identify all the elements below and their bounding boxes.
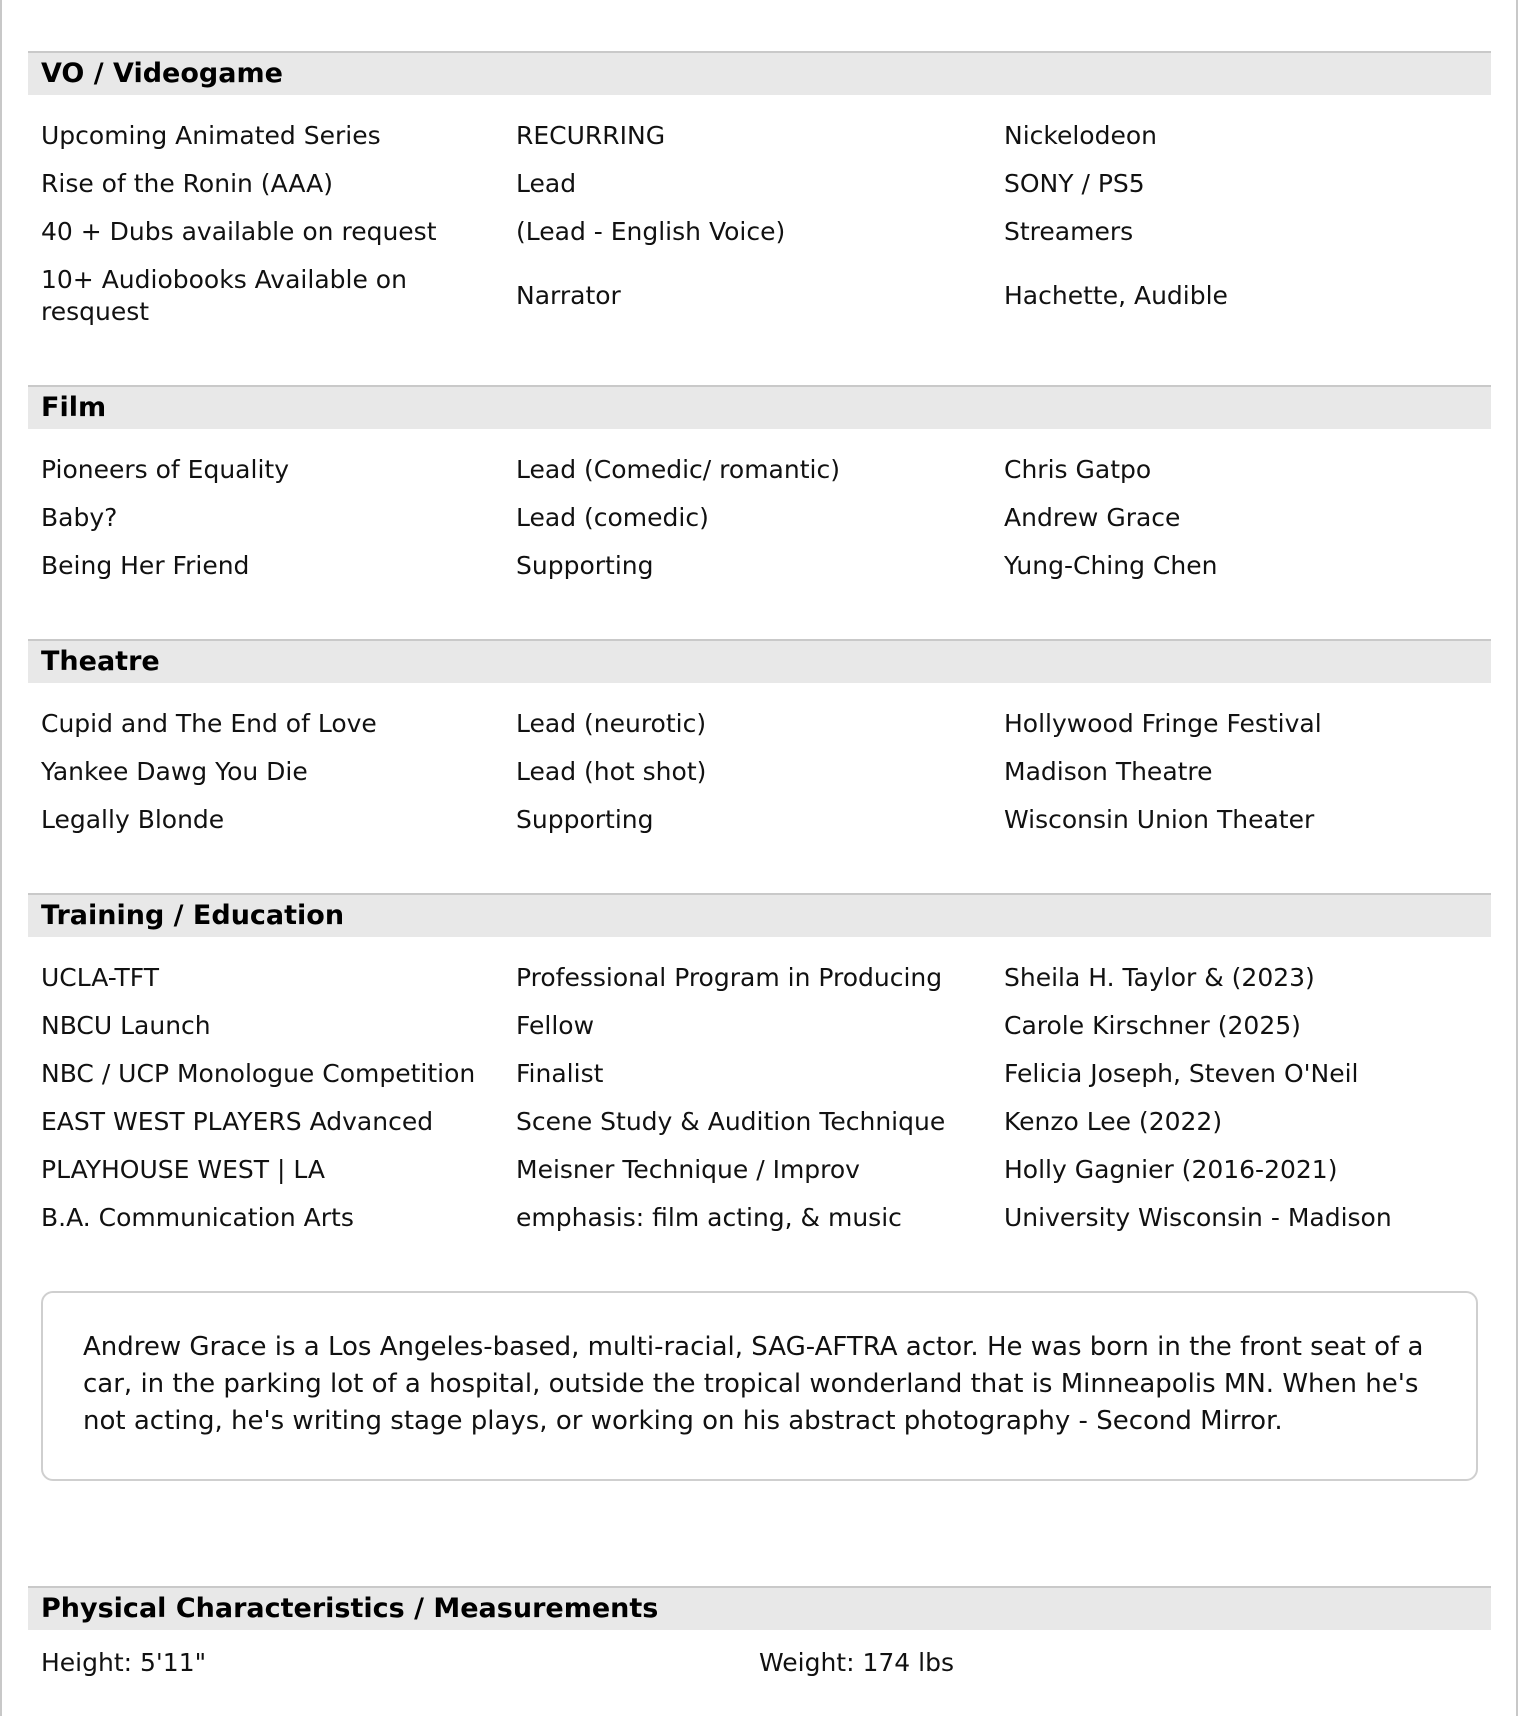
credit-role: RECURRING	[516, 121, 666, 150]
credit-company: Kenzo Lee (2022)	[1004, 1107, 1223, 1136]
credit-company: Andrew Grace	[1004, 503, 1181, 532]
credit-role: Supporting	[516, 805, 654, 834]
credit-project: Being Her Friend	[41, 551, 250, 580]
credit-role: Supporting	[516, 551, 654, 580]
credit-role: Fellow	[516, 1011, 595, 1040]
credit-project: 10+ Audiobooks Available on resquest	[41, 265, 407, 326]
credit-row	[28, 256, 1491, 336]
credit-row	[28, 1002, 1491, 1050]
credit-company: Madison Theatre	[1004, 757, 1213, 786]
credit-row	[28, 1194, 1491, 1242]
section-physical	[28, 1586, 1491, 1689]
credit-project: Cupid and The End of Love	[41, 709, 377, 738]
credit-role: Meisner Technique / Improv	[516, 1155, 860, 1184]
credit-row	[28, 1146, 1491, 1194]
physical-row	[28, 1637, 1491, 1689]
section-header: Film	[28, 385, 1491, 429]
credit-role: Narrator	[516, 281, 621, 310]
credit-row	[28, 208, 1491, 256]
credit-company: Sheila H. Taylor & (2023)	[1004, 963, 1315, 992]
credit-row	[28, 494, 1491, 542]
credit-project: Legally Blonde	[41, 805, 225, 834]
credit-role: Lead (Comedic/ romantic)	[516, 455, 840, 484]
credit-role: (Lead - English Voice)	[516, 217, 786, 246]
credit-company: Chris Gatpo	[1004, 455, 1152, 484]
credit-company: Carole Kirschner (2025)	[1004, 1011, 1301, 1040]
weight-value: Weight: 174 lbs	[759, 1648, 954, 1677]
credit-company: Wisconsin Union Theater	[1004, 805, 1315, 834]
credit-role: Professional Program in Producing	[516, 963, 943, 992]
section-film	[28, 385, 1491, 590]
credit-company: Felicia Joseph, Steven O'Neil	[1004, 1059, 1359, 1088]
section-training-education	[28, 893, 1491, 1242]
section-header: Training / Education	[28, 893, 1491, 937]
bio-box	[41, 1291, 1478, 1481]
credit-project: Pioneers of Equality	[41, 455, 289, 484]
section-header: Theatre	[28, 639, 1491, 683]
credit-row	[28, 1050, 1491, 1098]
credit-company: University Wisconsin - Madison	[1004, 1203, 1392, 1232]
credits-table	[28, 112, 1491, 336]
credit-row	[28, 700, 1491, 748]
credit-project: 40 + Dubs available on request	[41, 217, 437, 246]
credit-company: Streamers	[1004, 217, 1134, 246]
credit-role: Lead (hot shot)	[516, 757, 707, 786]
credit-project: EAST WEST PLAYERS Advanced	[41, 1107, 434, 1136]
credit-row	[28, 796, 1491, 844]
credit-role: Finalist	[516, 1059, 604, 1088]
credit-company: Hollywood Fringe Festival	[1004, 709, 1322, 738]
credit-project: B.A. Communication Arts	[41, 1203, 354, 1232]
credit-role: Lead (comedic)	[516, 503, 709, 532]
credit-row	[28, 446, 1491, 494]
credit-row	[28, 954, 1491, 1002]
credit-role: Lead	[516, 169, 577, 198]
credit-project: UCLA-TFT	[41, 963, 160, 992]
section-vo-videogame	[28, 51, 1491, 336]
credit-project: PLAYHOUSE WEST | LA	[41, 1155, 325, 1184]
credit-row	[28, 160, 1491, 208]
credit-project: Upcoming Animated Series	[41, 121, 381, 150]
credit-row	[28, 542, 1491, 590]
section-header: Physical Characteristics / Measurements	[28, 1586, 1491, 1630]
credit-company: Nickelodeon	[1004, 121, 1157, 150]
credits-table	[28, 954, 1491, 1242]
credit-row	[28, 748, 1491, 796]
credit-project: Yankee Dawg You Die	[41, 757, 308, 786]
credit-row	[28, 112, 1491, 160]
credit-company: Holly Gagnier (2016-2021)	[1004, 1155, 1338, 1184]
bio-text: Andrew Grace is a Los Angeles-based, multi-racial, SAG-AFTRA actor. He was born in the front seat of a car, in the parking lot of a hospital, outside the tropical wonderland that is Minneapolis MN. When he's not acting, he's writing stage plays, or working on his abstract photography - Second Mirror.	[83, 1332, 1424, 1436]
credit-project: Baby?	[41, 503, 118, 532]
credit-company: Yung-Ching Chen	[1004, 551, 1218, 580]
credits-table	[28, 700, 1491, 844]
credit-project: Rise of the Ronin (AAA)	[41, 169, 334, 198]
credit-role: emphasis: film acting, & music	[516, 1203, 902, 1232]
credit-row	[28, 1098, 1491, 1146]
credit-company: Hachette, Audible	[1004, 281, 1228, 310]
credit-project: NBC / UCP Monologue Competition	[41, 1059, 476, 1088]
credits-table	[28, 446, 1491, 590]
credit-company: SONY / PS5	[1004, 169, 1145, 198]
section-header: VO / Videogame	[28, 51, 1491, 95]
height-value: Height: 5'11"	[41, 1648, 207, 1677]
credit-role: Lead (neurotic)	[516, 709, 707, 738]
credit-project: NBCU Launch	[41, 1011, 211, 1040]
credit-role: Scene Study & Audition Technique	[516, 1107, 946, 1136]
section-theatre	[28, 639, 1491, 844]
